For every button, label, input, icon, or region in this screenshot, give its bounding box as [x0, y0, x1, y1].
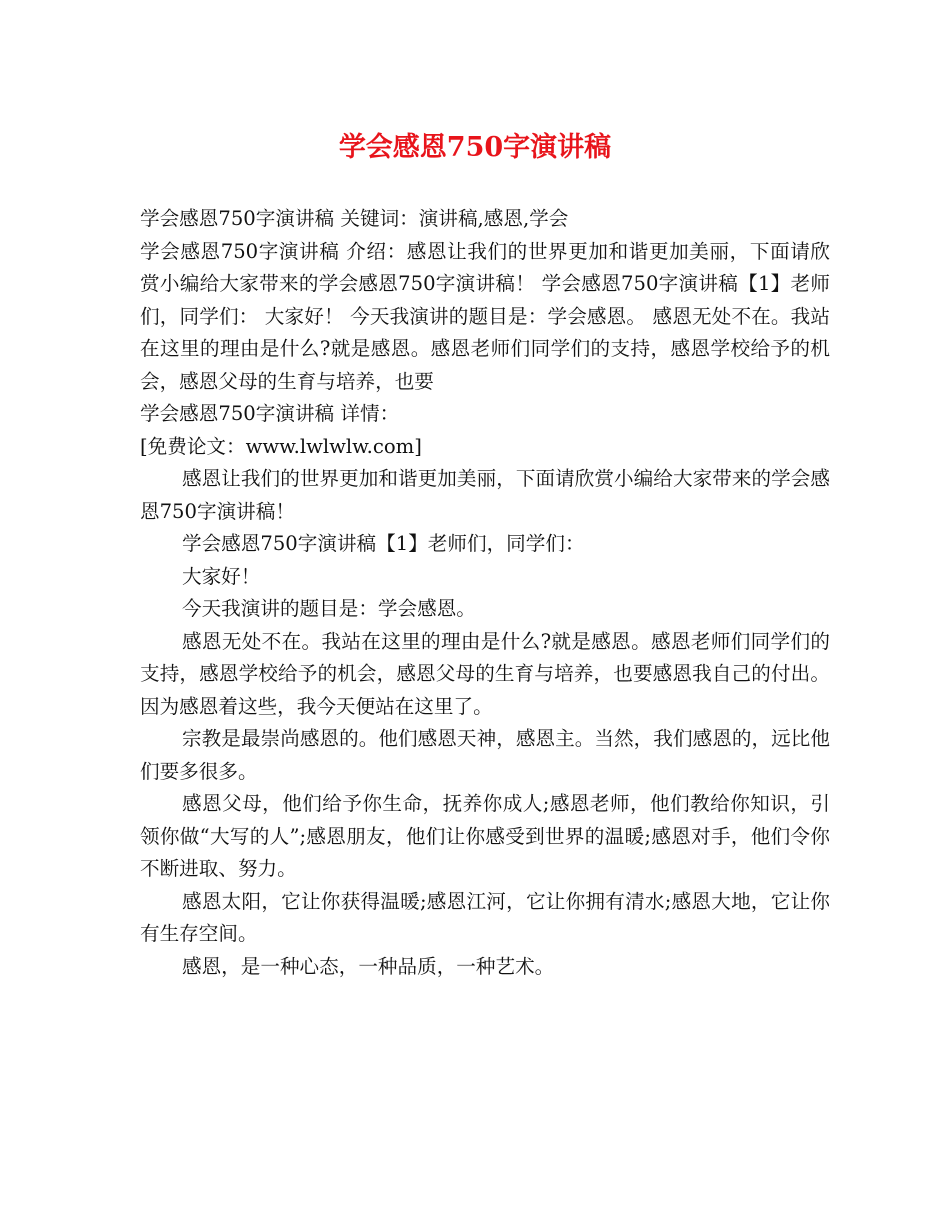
keywords-line: 学会感恩750字演讲稿 关键词：演讲稿,感恩,学会: [140, 207, 569, 230]
body-paragraph: 学会感恩750字演讲稿【1】老师们，同学们：: [182, 532, 585, 555]
intro-paragraph: 学会感恩750字演讲稿 介绍：感恩让我们的世界更加和谐更加美丽，下面请欣赏小编给大家带来的学会感恩750字演讲稿！ 学会感恩750字演讲稿【1】老师们，同学们： 大家好！ 今天我演讲的题目是：学会感恩。 感恩无处不在。我站在这里的理由是什么?就是感恩。感恩老师们同学们的支持，感恩学校给予的机会，感恩父母的生育与培养，也要: [140, 239, 830, 393]
document-title: 学会感恩750字演讲稿: [338, 132, 612, 163]
source-line: [免费论文：www.lwlwlw.com]: [140, 434, 422, 458]
document-body: [140, 203, 830, 983]
body-paragraph: 感恩太阳，它让你获得温暖;感恩江河，它让你拥有清水;感恩大地，它让你有生存空间。: [140, 889, 830, 945]
body-paragraph: 大家好！: [182, 564, 261, 588]
details-line: 学会感恩750字演讲稿 详情：: [140, 402, 400, 425]
body-paragraph: 感恩父母，他们给予你生命，抚养你成人;感恩老师，他们教给你知识，引领你做“大写的人”;感恩朋友，他们让你感受到世界的温暖;感恩对手，他们令你不断进取、努力。: [140, 792, 830, 880]
body-paragraph: 宗教是最崇尚感恩的。他们感恩天神，感恩主。当然，我们感恩的，远比他们要多很多。: [140, 727, 830, 783]
body-paragraph: 感恩让我们的世界更加和谐更加美丽，下面请欣赏小编给大家带来的学会感恩750字演讲稿！: [140, 467, 830, 523]
body-paragraph: 感恩，是一种心态，一种品质，一种艺术。: [182, 954, 555, 978]
body-paragraph: 感恩无处不在。我站在这里的理由是什么?就是感恩。感恩老师们同学们的支持，感恩学校给予的机会，感恩父母的生育与培养，也要感恩我自己的付出。因为感恩着这些，我今天便站在这里了。: [140, 629, 830, 718]
body-paragraph: 今天我演讲的题目是：学会感恩。: [182, 597, 476, 620]
